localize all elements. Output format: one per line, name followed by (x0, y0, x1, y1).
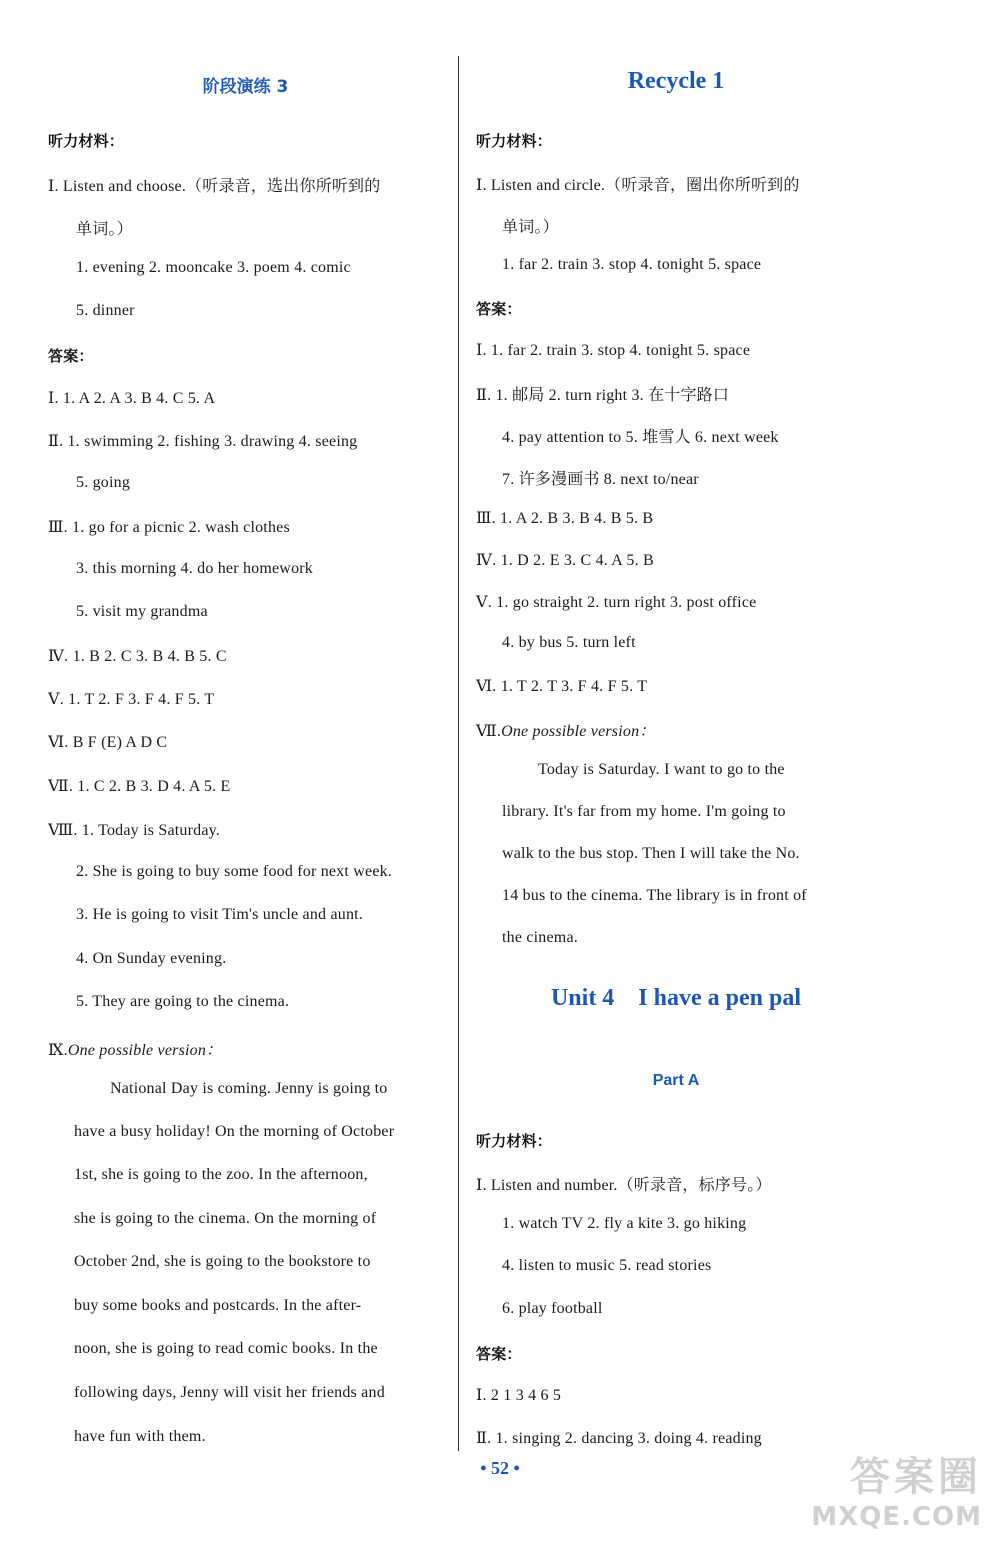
answer-7: Ⅶ. 1. C 2. B 3. D 4. A 5. E (48, 778, 231, 795)
essay-line-2: library. It's far from my home. I'm going to (502, 803, 786, 820)
answer-2: Ⅱ. 1. 邮局 2. turn right 3. 在十字路口 (476, 387, 730, 404)
answer-2-cont-2: 7. 许多漫画书 8. next to/near (502, 471, 699, 488)
answer-3: Ⅲ. 1. go for a picnic 2. wash clothes (48, 519, 290, 536)
answer-9-label: Ⅸ. (48, 1042, 68, 1059)
part-title: Part A (652, 1072, 700, 1089)
answer-8: Ⅷ. 1. Today is Saturday. (48, 822, 220, 839)
answers-label: 答案： (48, 347, 94, 365)
question-1-words: 1. evening 2. mooncake 3. poem 4. comic (76, 259, 351, 276)
essay-line-1: Today is Saturday. I want to go to the (538, 761, 785, 778)
essay-line-5: the cinema. (502, 929, 578, 946)
answer-3: Ⅲ. 1. A 2. B 3. B 4. B 5. B (476, 510, 654, 527)
answer-3-cont-1: 3. this morning 4. do her homework (76, 560, 313, 577)
answer-8-item-5: 5. They are going to the cinema. (76, 993, 290, 1010)
listening-label-2: 听力材料： (476, 1132, 553, 1150)
answer-6: Ⅵ. B F (E) A D C (48, 734, 168, 751)
answer-2: Ⅱ. 1. swimming 2. fishing 3. drawing 4. seeing (48, 433, 358, 450)
essay-line-3: walk to the bus stop. Then I will take the No. (502, 845, 800, 862)
essay-line-4: 14 bus to the cinema. The library is in front of (502, 887, 807, 904)
essay-line-6: buy some books and postcards. In the after- (74, 1297, 362, 1314)
answer-2-cont-1: 4. pay attention to 5. 堆雪人 6. next week (502, 429, 779, 446)
listening-label: 听力材料： (476, 132, 553, 150)
question-1-instruction-cont: 单词。） (76, 221, 133, 238)
answer-8-item-2: 2. She is going to buy some food for next week. (76, 863, 393, 880)
watermark-logo (811, 1445, 982, 1532)
answer-8-item-4: 4. On Sunday evening. (76, 950, 227, 967)
essay-line-4: she is going to the cinema. On the morning of (74, 1210, 377, 1227)
answer-7 (476, 718, 655, 741)
question-1-words: 1. far 2. train 3. stop 4. tonight 5. space (502, 256, 762, 273)
section-title-recycle: Recycle 1 (627, 68, 725, 94)
essay-line-3: 1st, she is going to the zoo. In the afternoon, (74, 1166, 368, 1183)
answers-label-2: 答案： (476, 1345, 522, 1363)
unit4-words-1: 1. watch TV 2. fly a kite 3. go hiking (502, 1215, 747, 1232)
watermark-url: MXQE.COM (811, 1502, 982, 1532)
unit4-words-2: 4. listen to music 5. read stories (502, 1257, 712, 1274)
answer-1: Ⅰ. 1. far 2. train 3. stop 4. tonight 5. space (476, 342, 751, 359)
question-1-instruction: Ⅰ. Listen and choose.（听录音，选出你所听到的 (48, 178, 381, 195)
essay-line-8: following days, Jenny will visit her friends and (74, 1384, 385, 1401)
essay-line-1: National Day is coming. Jenny is going to (110, 1080, 388, 1097)
answer-5: Ⅴ. 1. T 2. F 3. F 4. F 5. T (48, 691, 215, 708)
answer-7-version: One possible version： (501, 723, 656, 740)
answer-8-item-3: 3. He is going to visit Tim's uncle and aunt. (76, 906, 363, 923)
answer-6: Ⅵ. 1. T 2. T 3. F 4. F 5. T (476, 678, 648, 695)
answer-4: Ⅳ. 1. B 2. C 3. B 4. B 5. C (48, 648, 227, 665)
unit4-answer-2: Ⅱ. 1. singing 2. dancing 3. doing 4. reading (476, 1430, 762, 1447)
answer-7-label: Ⅶ. (476, 723, 502, 740)
watermark-text: 答案圈 (850, 1454, 982, 1500)
column-divider (458, 56, 459, 1451)
question-1-instruction: Ⅰ. Listen and circle.（听录音，圈出你所听到的 (476, 177, 800, 194)
answers-label: 答案： (476, 300, 522, 318)
unit4-words-3: 6. play football (502, 1300, 603, 1317)
answer-9 (48, 1037, 222, 1060)
question-1-words-cont: 5. dinner (76, 302, 135, 319)
answer-1: Ⅰ. 1. A 2. A 3. B 4. C 5. A (48, 390, 216, 407)
essay-line-9: have fun with them. (74, 1428, 206, 1445)
essay-line-7: noon, she is going to read comic books. In the (74, 1340, 378, 1357)
unit4-answer-1: Ⅰ. 2 1 3 4 6 5 (476, 1387, 562, 1404)
answer-4: Ⅳ. 1. D 2. E 3. C 4. A 5. B (476, 552, 654, 569)
section-title-stage-practice: 阶段演练 3 (202, 77, 289, 97)
answer-2-cont: 5. going (76, 474, 131, 491)
essay-line-2: have a busy holiday! On the morning of October (74, 1123, 395, 1140)
essay-line-5: October 2nd, she is going to the bookstore to (74, 1253, 371, 1270)
question-1-instruction-cont: 单词。） (502, 219, 559, 236)
unit4-question-1: Ⅰ. Listen and number.（听录音，标序号。） (476, 1177, 772, 1194)
page-number: • 52 • (480, 1458, 520, 1478)
answer-3-cont-2: 5. visit my grandma (76, 603, 208, 620)
unit-title: Unit 4 I have a pen pal (550, 985, 802, 1011)
listening-label: 听力材料： (48, 132, 125, 150)
answer-9-version: One possible version： (67, 1042, 223, 1059)
answer-5-cont: 4. by bus 5. turn left (502, 634, 636, 651)
answer-5: Ⅴ. 1. go straight 2. turn right 3. post office (476, 594, 757, 611)
